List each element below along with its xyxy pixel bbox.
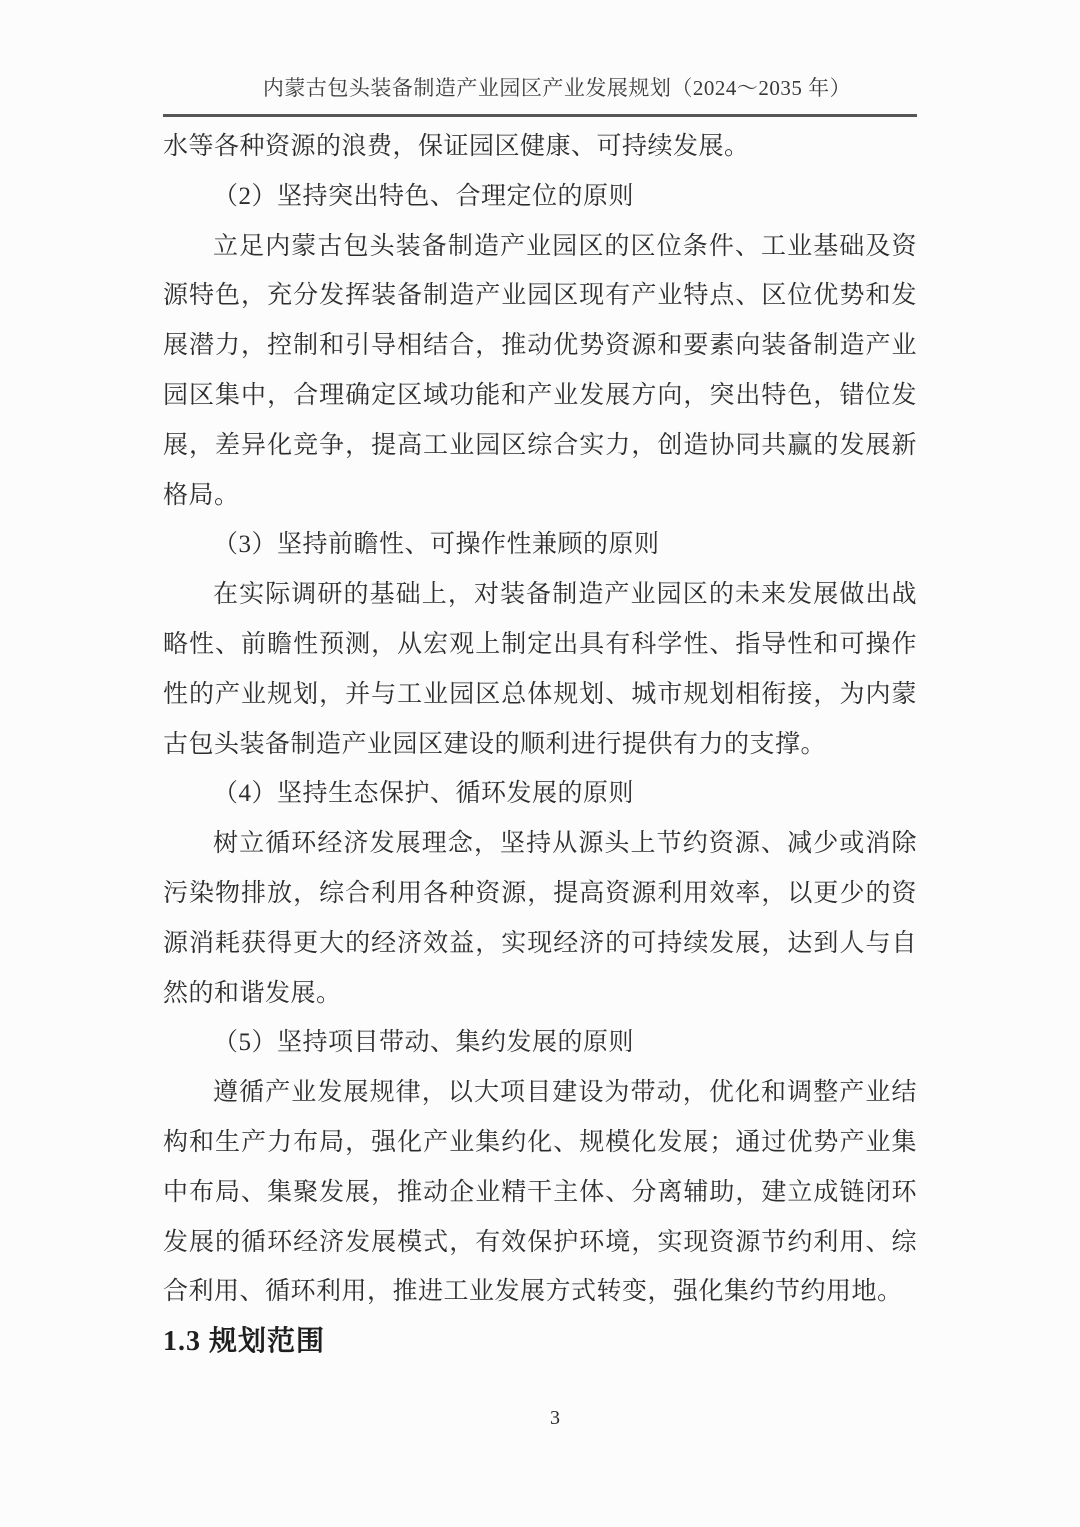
body-paragraph: 在实际调研的基础上，对装备制造产业园区的未来发展做出战略性、前瞻性预测，从宏观上制定出具有科学性、指导性和可操作性的产业规划，并与工业园区总体规划、城市规划相衔接，为内蒙古包头装备制造产业园区建设的顺利进行提供有力的支撑。 [163, 581, 917, 758]
principle-heading-5: （5）坚持项目带动、集约发展的原则 [213, 1029, 635, 1057]
body-paragraph: 立足内蒙古包头装备制造产业园区的区位条件、工业基础及资源特色，充分发挥装备制造产业园区现有产业特点、区位优势和发展潜力，控制和引导相结合，推动优势资源和要素向装备制造产业园区集中，合理确定区域功能和产业发展方向，突出特色，错位发展，差异化竞争，提高工业园区综合实力，创造协同共赢的发展新格局。 [163, 232, 917, 509]
document-body [163, 122, 917, 1367]
body-paragraph: 树立循环经济发展理念，坚持从源头上节约资源、减少或消除污染物排放，综合利用各种资源，提高资源利用效率，以更少的资源消耗获得更大的经济效益，实现经济的可持续发展，达到人与自然的和谐发展。 [163, 830, 917, 1007]
header-title: 内蒙古包头装备制造产业园区产业发展规划（2024～2035 年） [262, 76, 852, 100]
header-rule [163, 114, 917, 117]
continuation-paragraph: 水等各种资源的浪费，保证园区健康、可持续发展。 [163, 133, 750, 160]
principle-heading-3: （3）坚持前瞻性、可操作性兼顾的原则 [213, 531, 660, 559]
principle-heading-4: （4）坚持生态保护、循环发展的原则 [213, 780, 635, 808]
section-heading: 1.3 规划范围 [163, 1326, 326, 1358]
page-header [163, 76, 917, 117]
principle-heading-2: （2）坚持突出特色、合理定位的原则 [213, 182, 635, 210]
body-paragraph: 遵循产业发展规律，以大项目建设为带动，优化和调整产业结构和生产力布局，强化产业集约化、规模化发展；通过优势产业集中布局、集聚发展，推动企业精干主体、分离辅助，建立成链闭环发展的循环经济发展模式，有效保护环境，实现资源节约利用、综合利用、循环利用，推进工业发展方式转变，强化集约节约用地。 [163, 1079, 917, 1306]
page-number: 3 [550, 1407, 560, 1429]
